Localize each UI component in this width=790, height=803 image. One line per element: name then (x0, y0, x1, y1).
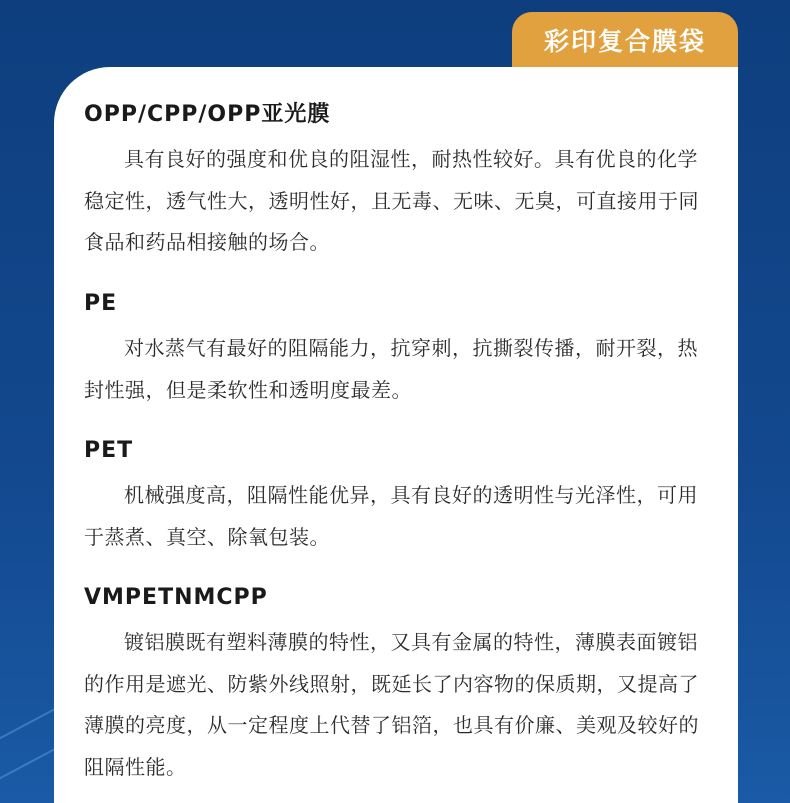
section-pet (84, 437, 712, 558)
section-vmpet-nm-cpp (84, 584, 712, 788)
section-paragraph: 具有良好的强度和优良的阻湿性，耐热性较好。具有优良的化学稳定性，透气性大，透明性好，且无毒、无味、无臭，可直接用于同食品和药品相接触的场合。 (84, 147, 699, 254)
section-pe (84, 290, 712, 411)
section-heading: PE (84, 291, 118, 316)
section-heading: VMPETNMCPP (84, 585, 268, 610)
section-heading: PET (84, 438, 134, 463)
section-paragraph: 对水蒸气有最好的阻隔能力，抗穿刺，抗撕裂传播，耐开裂，热封性强，但是柔软性和透明度最差。 (84, 336, 698, 402)
tab-title: 彩印复合膜袋 (543, 27, 706, 56)
content-card (54, 67, 738, 803)
section-heading: OPP/CPP/OPP亚光膜 (84, 102, 331, 127)
section-paragraph: 机械强度高，阻隔性能优异，具有良好的透明性与光泽性，可用于蒸煮、真空、除氧包装。 (84, 483, 698, 549)
section-paragraph: 镀铝膜既有塑料薄膜的特性，又具有金属的特性，薄膜表面镀铝的作用是遮光、防紫外线照射，既延长了内容物的保质期，又提高了薄膜的亮度，从一定程度上代替了铝箔，也具有价廉、美观及较好的阻隔性能。 (84, 630, 699, 779)
section-opp-cpp-opp (84, 101, 712, 264)
